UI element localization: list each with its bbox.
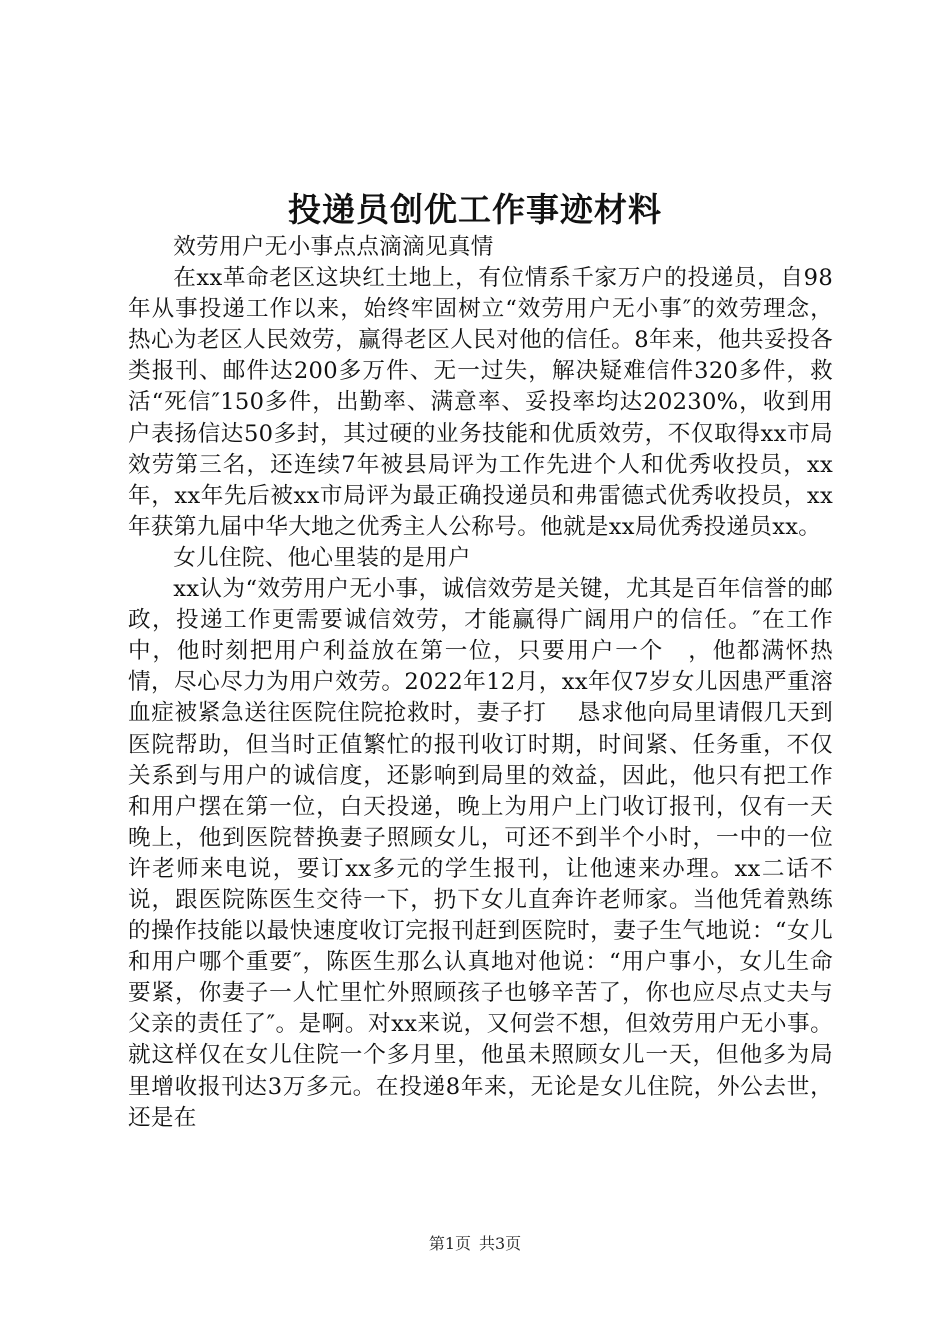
section-paragraph-1: 在xx革命老区这块红土地上，有位情系千家万户的投递员，自98年从事投递工作以来，始终牢固树立“效劳用户无小事″的效劳理念，热心为老区人民效劳，赢得老区人民对他的信任。8年来，他共妥投各类报刊、邮件达200多万件、无一过失，解决疑难信件320多件，救活“死信″150多件，出勤率、满意率、妥投率均达20230%，收到用户表扬信达50多封，其过硬的业务技能和优质效劳，不仅取得xx市局效劳第三名，还连续7年被县局评为工作先进个人和优秀收投员，xx年，xx年先后被xx市局评为最正确投递员和弗雷德式优秀收投员，xx年获第九届中华大地之优秀主人公称号。他就是xx局优秀投递员xx。: [128, 265, 833, 540]
document-body: [128, 232, 833, 1134]
page-number: 第1页: [428, 1234, 471, 1253]
section-paragraph-2: xx认为“效劳用户无小事，诚信效劳是关键，尤其是百年信誉的邮政，投递工作更需要诚信效劳，才能赢得广阔用户的信任。″在工作中，他时刻把用户利益放在第一位，只要用户一个 ，他都满怀热情，尽心尽力为用户效劳。2022年12月，xx年仅7岁女儿因患严重溶血症被紧急送往医院住院抢救时，妻子打 恳求他向局里请假几天到医院帮助，但当时正值繁忙的报刊收订时期，时间紧、任务重，不仅关系到与用户的诚信度，还影响到局里的效益，因此，他只有把工作和用户摆在第一位，白天投递，晚上为用户上门收订报刊，仅有一天晚上，他到医院替换妻子照顾女儿，可还不到半个小时，一中的一位许老师来电说，要订xx多元的学生报刊，让他速来办理。xx二话不说，跟医院陈医生交待一下，扔下女儿直奔许老师家。当他凭着熟练的操作技能以最快速度收订完报刊赶到医院时，妻子生气地说：“女儿和用户哪个重要″，陈医生那么认真地对他说：“用户事小，女儿生命要紧，你妻子一人忙里忙外照顾孩子也够辛苦了，你也应尽点丈夫与父亲的责任了″。是啊。对xx来说，又何尝不想，但效劳用户无小事。就这样仅在女儿住院一个多月里，他虽未照顾女儿一天，但他多为局里增收报刊达3万多元。在投递8年来，无论是女儿住院，外公去世，还是在: [128, 576, 833, 1131]
section-heading-1: 效劳用户无小事点点滴滴见真情: [173, 234, 494, 260]
document-title: 投递员创优工作事迹材料: [288, 190, 662, 229]
page-footer: [0, 1234, 950, 1254]
page-total: 共3页: [479, 1234, 522, 1253]
section-heading-2: 女儿住院、他心里装的是用户: [173, 544, 471, 571]
